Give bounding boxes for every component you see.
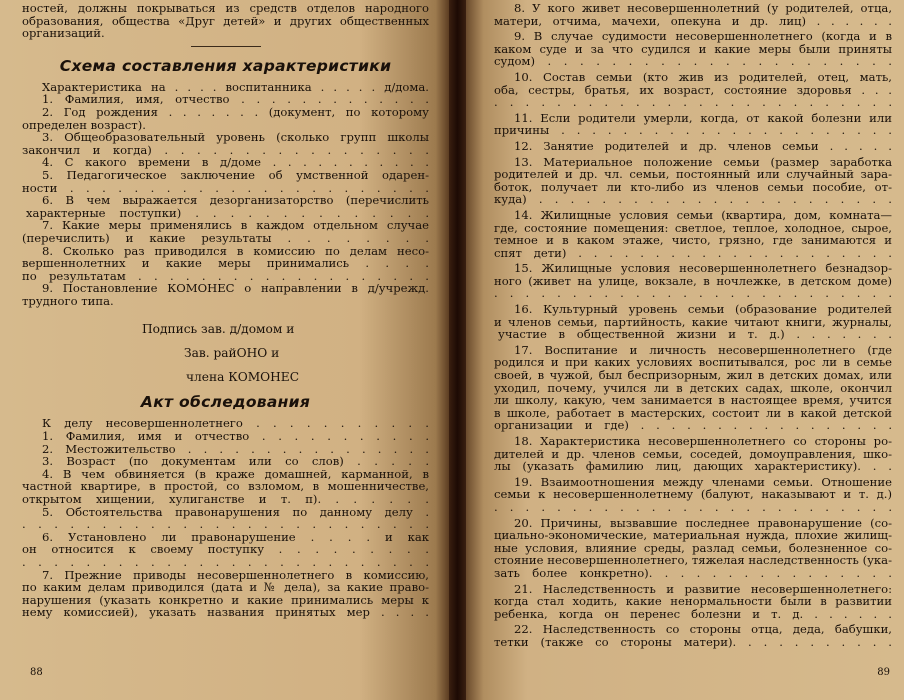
text-line: 2. Местожительство . . . . . . . . . . . . . . . . xyxy=(42,441,429,456)
text-line: вершеннолетних и какие меры принимались . . . . xyxy=(22,256,429,271)
text-line: 4. С какого времени в д/доме . . . . . . . . . . . xyxy=(42,155,429,170)
text-line: ные условия, влияние среды, разлад семьи, болезненное со- xyxy=(494,540,892,555)
text-line: 9. В случае судимости несовершеннолетнего (когда и в xyxy=(514,29,892,44)
signature-line: Подпись зав. д/домом и xyxy=(142,322,295,337)
text-line: нему комиссией), указать названия принятых мер . . . . xyxy=(22,605,429,620)
text-line: 10. Состав семьи (кто жив из родителей, отец, мать, xyxy=(514,69,892,84)
text-line: 7. Какие меры применялись в каждом отдельном случае xyxy=(42,218,429,233)
text-line: 19. Взаимоотношения между членами семьи. Отношение xyxy=(514,474,892,489)
signature-line: члена КОМОНЕС xyxy=(186,370,300,385)
text-line: (перечислить) и какие результаты . . . . . . . . xyxy=(22,230,429,245)
text-line: матери, отчима, мачехи, опекуна и др. лиц) . . . . . . xyxy=(494,13,892,28)
left-page xyxy=(0,0,449,700)
text-line: 16. Культурный уровень семьи (образование родителей xyxy=(514,302,892,317)
signature-block xyxy=(22,323,429,384)
text-line: оба, сестры, братья, их возраст, состояние здоровья . . . xyxy=(494,82,892,97)
text-line: 6. В чем выражается дезорганизаторство (перечислить xyxy=(42,193,429,208)
text-line: судом) . . . . . . . . . . . . . . . . . . . . . . xyxy=(494,54,892,69)
text-line: родителей и др. чл. семьи, постоянный или случайный зара- xyxy=(494,167,892,182)
text-line: ли школу, какую, чем занимается в настоящее время, учится xyxy=(494,393,892,408)
text-line: он относится к своему поступку . . . . . . . . . xyxy=(22,542,429,557)
text-line: своей, в чужой, был беспризорным, жил в детских домах, или xyxy=(494,368,892,383)
text-line: . . . . . . . . . . . . . . . . . . . . . . . . . . xyxy=(494,499,892,514)
signature-line: Зав. райОНО и xyxy=(184,346,280,361)
intro-paragraph xyxy=(22,2,429,40)
text-line: 1. Фамилия, имя и отчество . . . . . . . . . . . xyxy=(42,429,429,444)
text-line: К делу несовершеннолетнего . . . . . . . . . . . xyxy=(42,416,429,431)
text-line: зать более конкретно). . . . . . . . . . . . . . . . xyxy=(494,565,892,580)
text-line: 5. Обстоятельства правонарушения по данному делу . xyxy=(42,504,429,519)
text-line: ности . . . . . . . . . . . . . . . . . . . . . . . xyxy=(22,180,429,195)
text-line: ребенка, когда он перенес болезни и т. д. . . . . . . xyxy=(494,606,892,621)
text-line: открытом хищении, хулиганстве и т. п). . . . . . . xyxy=(22,492,429,507)
text-line: ного (живет на улице, вокзале, в ночлежке, в детском доме) xyxy=(494,273,892,288)
text-line: 7. Прежние приводы несовершеннолетнего в комиссию, xyxy=(42,567,429,582)
text-line: лы (указать фамилию лиц, дающих характеристику). . . xyxy=(494,459,892,474)
text-line: трудного типа. xyxy=(22,293,114,308)
scheme-heading: Схема составления характеристики xyxy=(59,56,392,75)
text-line: 8. Сколько раз приводился в комиссию по делам несо- xyxy=(42,243,429,258)
text-line: каком суде и за что судился и какие меры были приняты xyxy=(494,41,892,56)
text-line: 18. Характеристика несовершеннолетнего со стороны ро- xyxy=(514,434,892,448)
text-line: 17. Воспитание и личность несовершеннолетнего (где xyxy=(514,342,892,357)
text-line: причины . . . . . . . . . . . . . . . . . . . . . . xyxy=(494,123,892,138)
text-line: нарушения (указать конкретно и какие принимались меры к xyxy=(22,592,429,607)
text-line: . . . . . . . . . . . . . . . . . . . . . . . . . . xyxy=(22,555,429,569)
text-line: 5. Педагогическое заключение об умственной одарен- xyxy=(42,167,429,182)
text-line: когда стал ходить, какие ненормальности были в развитии xyxy=(494,594,892,609)
text-line: циально-экономические, материальная нужда, плохие жилищ- xyxy=(494,528,892,543)
text-line: . . . . . . . . . . . . . . . . . . . . . . . . . . xyxy=(22,517,429,532)
text-line: где, состояние помещения: светлое, теплое, холодное, сырое, xyxy=(494,220,892,235)
text-line: 22. Наследственность со стороны отца, деда, бабушки, xyxy=(514,622,892,637)
text-line: 15. Жилищные условия несовершеннолетнего безнадзор- xyxy=(514,261,892,276)
text-line: семьи к несовершеннолетнему (балуют, наказывают и т. д.) xyxy=(494,487,892,502)
text-line: образования, общества «Друг детей» и других общественных xyxy=(22,13,429,28)
page-number: 89 xyxy=(877,667,890,678)
text-line: боток, получает ли кто-либо из членов семьи пособие, от- xyxy=(494,179,892,194)
text-line: по результатам . . . . . . . . . . . . . . . . . . . xyxy=(22,268,429,283)
text-line: 8. У кого живет несовершеннолетний (у родителей, отца, xyxy=(514,1,892,15)
text-line: 3. Общеобразовательный уровень (сколько групп школы xyxy=(42,130,429,145)
text-line: участие в общественной жизни и т. д.) . . . . . . . xyxy=(498,327,892,342)
text-line: стояние несовершеннолетнего, тяжелая наследственность (ука- xyxy=(494,553,892,568)
text-line: . . . . . . . . . . . . . . . . . . . . . . . . . . xyxy=(494,95,892,110)
right-page xyxy=(466,0,904,700)
text-line: темное и в каком этаже, чисто, грязно, где занимаются и xyxy=(494,233,892,248)
text-line: спят дети) . . . . . . . . . . . . . . . . . . . . . xyxy=(494,245,892,260)
text-line: частной квартире, в простой, со взломом, в мошенничестве, xyxy=(22,479,429,494)
text-line: 20. Причины, вызвавшие последнее правонарушение (со- xyxy=(514,515,892,530)
text-line: по каким делам приводился (дата и № дела), за какие право- xyxy=(22,580,429,595)
text-line: закончил и когда) . . . . . . . . . . . . . . . . . xyxy=(22,142,429,157)
text-line: 9. Постановление КОМОНЕС о направлении в д/учрежд. xyxy=(42,281,429,296)
text-line: 14. Жилищные условия семьи (квартира, дом, комната— xyxy=(514,207,892,222)
text-line: куда) . . . . . . . . . . . . . . . . . . . . . . . xyxy=(494,192,892,207)
questionnaire-list xyxy=(494,2,892,649)
text-line: организации и где) . . . . . . . . . . . . . . . . . xyxy=(494,418,892,433)
text-line: 2. Год рождения . . . . . . . (документ, по которому xyxy=(42,104,429,119)
text-line: тетки (также со стороны матери). . . . . . . . . . . xyxy=(494,634,892,649)
text-line: ностей, должны покрываться из средств отделов народного xyxy=(22,1,429,15)
text-line: 6. Установлено ли правонарушение . . . . и как xyxy=(42,529,429,544)
text-line: 1. Фамилия, имя, отчество . . . . . . . . . . . . . xyxy=(42,92,429,107)
text-line: 3. Возраст (по документам или со слов) . . . . . xyxy=(42,454,429,469)
scheme-list xyxy=(22,81,429,308)
text-line: 11. Если родители умерли, когда, от какой болезни или xyxy=(514,110,892,125)
text-line: 13. Материальное положение семьи (размер заработка xyxy=(514,154,892,169)
section-divider xyxy=(191,46,261,47)
text-line: дителей и др. членов семьи, соседей, домоуправления, шко- xyxy=(494,446,892,461)
text-line: 21. Наследственность и развитие несовершеннолетнего: xyxy=(514,581,892,596)
text-line: определен возраст). xyxy=(22,117,146,132)
text-line: характерные поступки) . . . . . . . . . . . . . . xyxy=(26,205,429,220)
text-line: и членов семьи, партийность, какие читают книги, журналы, xyxy=(494,314,892,329)
text-line: . . . . . . . . . . . . . . . . . . . . . . . . . . xyxy=(494,286,892,301)
text-line: уходил, почему, учился ли в детских садах, школе, окончил xyxy=(494,380,892,395)
text-line: в школе, работает в мастерских, состоит ли в какой детской xyxy=(494,405,892,420)
text-line: Характеристика на . . . . воспитанника . . . . . д/дома. xyxy=(42,79,429,94)
text-line: родился и при каких условиях воспитывался, рос ли в семье xyxy=(494,355,892,370)
text-line: 4. В чем обвиняется (в краже домашней, карманной, в xyxy=(42,466,429,481)
page-number: 88 xyxy=(30,667,43,678)
book-gutter xyxy=(449,0,466,700)
act-heading: Акт обследования xyxy=(140,393,311,412)
text-line: 12. Занятие родителей и др. членов семьи . . . . . xyxy=(514,138,892,153)
act-list xyxy=(22,417,429,619)
text-line: организаций. xyxy=(22,26,105,41)
